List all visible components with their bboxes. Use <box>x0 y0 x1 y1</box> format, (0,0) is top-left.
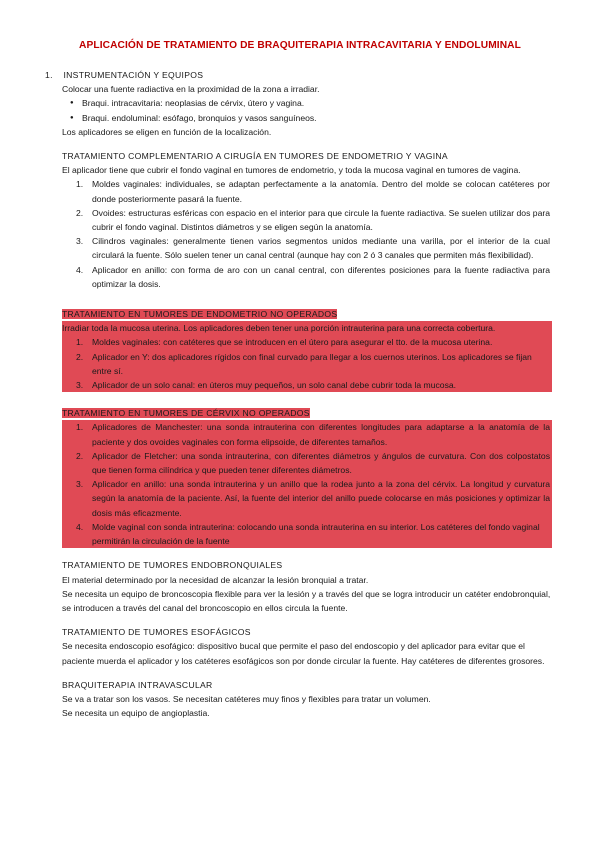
item-text: Aplicador en anillo: con forma de aro con un canal central, con diferentes posiciones para la fuente radiactiva para optimizar la dosis. <box>92 264 550 289</box>
document-body <box>45 68 552 720</box>
item-text: Moldes vaginales: con catéteres que se introducen en el útero para asegurar el tto. de la mucosa uterina. <box>92 337 493 348</box>
item-number: 4. <box>76 264 84 275</box>
item-text: Aplicador de Fletcher: una sonda intrauterina, con diferentes diámetros y ángulos de curvatura. Con dos colpostatos que tienen forma cilíndrica y que pueden tener diferentes diámetros. <box>92 450 550 476</box>
section-1-bullet: ● Braqui. intracavitaria: neoplasias de cérvix, útero y vagina. <box>62 96 552 110</box>
section-6-paragraph: Se necesita endoscopio esofágico: dispositivo bucal que permite el paso del endoscopio y del aplicador para evitar que el paciente muerda el aplicador y los catéteres esofágicos son por donde circular la fuente. Hay catéteres de diferentes grosores. <box>62 641 545 666</box>
section-7-paragraph: Se necesita un equipo de angioplastia. <box>62 708 210 719</box>
item-number: 2. <box>76 450 84 461</box>
section-1-intro: Colocar una fuente radiactiva en la proximidad de la zona a irradiar. <box>62 84 320 95</box>
section-4-title: TRATAMIENTO EN TUMORES DE CÉRVIX NO OPERADOS <box>62 408 310 419</box>
section-2-intro: El aplicador tiene que cubrir el fondo vaginal en tumores de endometrio, y toda la mucosa vaginal en tumores de vagina. <box>62 165 521 176</box>
section-1-outro: Los aplicadores se eligen en función de la localización. <box>62 126 272 137</box>
item-number: 4. <box>76 521 84 532</box>
section-1-title: INSTRUMENTACIÓN Y EQUIPOS <box>63 70 204 80</box>
item-text: Moldes vaginales: individuales, se adaptan perfectamente a la anatomía. Dentro del molde se colocan catéteres por donde posteriormente pasará la fuente. <box>92 179 550 204</box>
section-1-heading <box>45 68 552 82</box>
item-text: Aplicadores de Manchester: una sonda intrauterina con diferentes longitudes para adaptarse a la anatomía de la paciente y dos ovoides vaginales con forma elipsoide, de diferentes tamaños. <box>92 422 550 447</box>
section-4-heading <box>62 406 552 420</box>
section-3-intro: Irradiar toda la mucosa uterina. Los aplicadores deben tener una porción intrauterina para una correcta cobertura. <box>62 321 552 335</box>
section-5-heading: TRATAMIENTO DE TUMORES ENDOBRONQUIALES <box>62 560 283 571</box>
section-7-heading: BRAQUITERAPIA INTRAVASCULAR <box>62 679 213 690</box>
item-number: 2. <box>76 351 84 362</box>
item-number: 1. <box>76 422 84 433</box>
section-6-heading: TRATAMIENTO DE TUMORES ESOFÁGICOS <box>62 627 251 638</box>
section-5-paragraph: El material determinado por la necesidad de alcanzar la lesión bronquial a tratar. <box>62 574 369 585</box>
section-4-item <box>62 477 552 520</box>
item-number: 1. <box>76 337 84 348</box>
item-number: 3. <box>76 380 84 391</box>
item-text: Ovoides: estructuras esféricas con espacio en el interior para que circule la fuente radiactiva. Se suelen utilizar dos para cubrir el fondo vaginal. Distintos diámetros y se eligen según la anatomía. <box>92 207 550 233</box>
section-3-item <box>62 335 552 349</box>
section-3-item <box>62 350 552 378</box>
section-4-item <box>62 520 552 548</box>
section-2-heading: TRATAMIENTO COMPLEMENTARIO A CIRUGÍA EN TUMORES DE ENDOMETRIO Y VAGINA <box>62 151 448 162</box>
item-text: Molde vaginal con sonda intrauterina: colocando una sonda intrauterina en su interior. Los catéteres del fondo vaginal permitirán la circulación de la fuente <box>92 521 540 547</box>
item-text: Cilindros vaginales: generalmente tienen varios segmentos unidos mediante una varilla, por el interior de la cual circulará la fuente. Sólo suelen tener un canal central (aunque hay con 2 ó 3 canales que permiten más flexibilidad). <box>92 236 550 261</box>
item-number: 2. <box>76 207 84 218</box>
section-1-number: 1. <box>45 70 53 80</box>
item-number: 3. <box>76 236 84 247</box>
section-3-title: TRATAMIENTO EN TUMORES DE ENDOMETRIO NO OPERADOS <box>62 309 338 320</box>
item-text: Aplicador en Y: dos aplicadores rígidos con final curvado para llegar a los cuernos uterinos. Los aplicadores se fijan entre sí. <box>92 351 532 376</box>
item-number: 3. <box>76 479 84 490</box>
section-3-item <box>62 378 552 392</box>
item-text: Aplicador de un solo canal: en úteros muy pequeños, un solo canal debe cubrir toda la mucosa. <box>92 380 457 391</box>
section-4-item <box>62 449 552 477</box>
section-2-item <box>62 234 552 262</box>
document-title: APLICACIÓN DE TRATAMIENTO DE BRAQUITERAPIA INTRACAVITARIA Y ENDOLUMINAL <box>79 40 521 51</box>
section-4-item <box>62 420 552 448</box>
section-2-item <box>62 263 552 291</box>
section-7-paragraph: Se va a tratar son los vasos. Se necesitan catéteres muy finos y flexibles para tratar un volumen. <box>62 693 431 704</box>
section-2-item <box>62 177 552 205</box>
section-5-paragraph: Se necesita un equipo de broncoscopia flexible para ver la lesión y a través del que se logra introducir un catéter endobronquial, se introducen a través del canal del broncoscopio en ellos circula la fuente. <box>62 588 551 613</box>
item-text: Aplicador en anillo: una sonda intrauterina y un anillo que la rodea junto a la zona del cérvix. La longitud y curvatura según la anatomía de la paciente. Así, la fuente del interior del anillo puede colocarse en más posiciones y optimizar la dosis más eficazmente. <box>92 479 550 518</box>
item-number: 1. <box>76 179 84 190</box>
section-1-bullet: ● Braqui. endoluminal: esófago, bronquios y vasos sanguíneos. <box>62 111 552 125</box>
section-3-heading <box>62 307 552 321</box>
section-2-item <box>62 206 552 234</box>
